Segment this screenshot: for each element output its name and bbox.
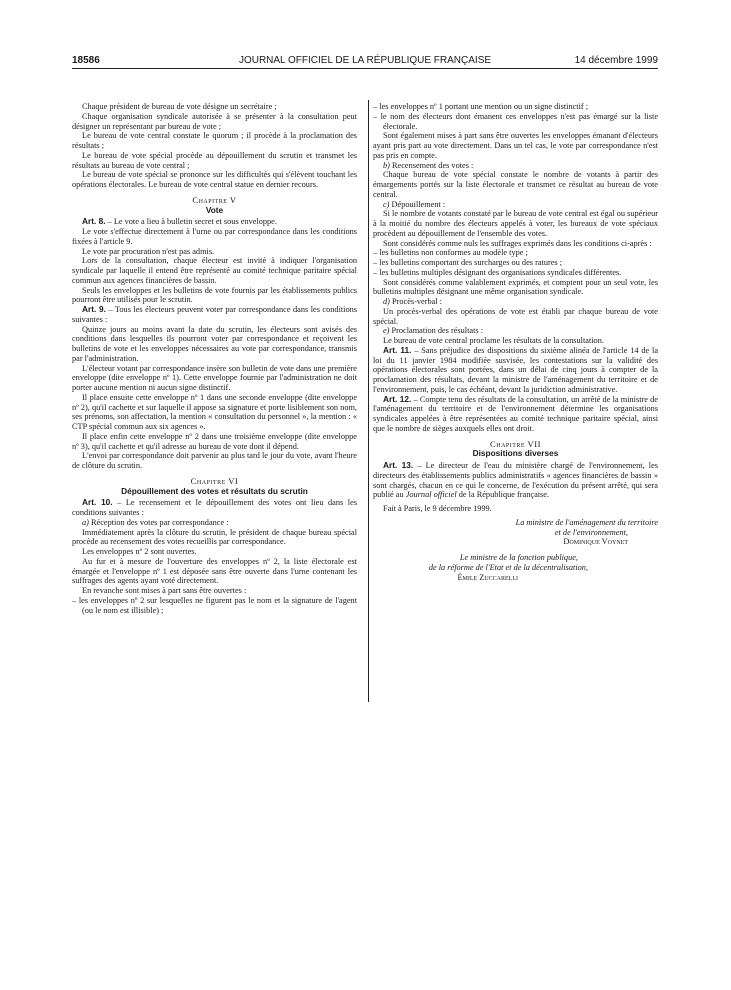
paragraph: Sont considérés comme valablement exprimés, et comptent pour un seul vote, les bulletins multiples désignant une même organisation syndicale.: [373, 277, 658, 297]
page-header: [72, 55, 658, 69]
paragraph: Les enveloppes nº 2 sont ouvertes.: [82, 547, 197, 556]
column-divider: [368, 100, 369, 702]
header-rule: [72, 68, 658, 69]
paragraph: Le bureau de vote central constate le quorum ; il procède à la proclamation des résultats ;: [72, 131, 357, 150]
subsection-c: c) Dépouillement :: [383, 199, 446, 209]
paragraph: Sont également mises à part sans être ouvertes les enveloppes émanant d'électeurs ayant pris part au vote directement. Dans un tel cas, le vote par correspondance n'est pas pris en compte.: [373, 131, 658, 160]
paragraph: Au fur et à mesure de l'ouverture des enveloppes nº 2, la liste électorale est émargée et l'enveloppe nº 1 est déposée sans être ouverte dans l'urne contenant les suffrages des agents ayant voté directement.: [72, 556, 357, 586]
paragraph: Un procès-verbal des opérations de vote est établi par chaque bureau de vote spécial.: [373, 306, 658, 326]
article-10: Art. 10. – Le recensement et le dépouillement des votes ont lieu dans les conditions suivantes :: [72, 497, 357, 517]
paragraph: Si le nombre de votants constaté par le bureau de vote central est égal ou supérieur à la moitié du nombre des électeurs appelés à voter, les bureaux de vote spéciaux procèdent au dépouillement de l'ensemble des votes.: [373, 209, 658, 238]
chapter-title: Dépouillement des votes et résultats du scrutin: [121, 485, 308, 496]
signatory-title: de la réforme de l'Etat et de la décentralisation,: [428, 562, 588, 572]
page-number: 18586: [72, 55, 100, 66]
paragraph: Le bureau de vote spécial procède au dépouillement du scrutin et transmet les résultats au bureau de vote central ;: [72, 150, 357, 170]
paragraph: Il place ensuite cette enveloppe nº 1 dans une seconde enveloppe (dite enveloppe nº 2), qu'il cachette et sur laquelle il appose sa signature et porte lisiblement son nom, ses prénoms, son affectation, la mention « consultation du personnel », la mention : « CTP spécial commun aux six agences ».: [72, 392, 357, 431]
signatory-title: Le ministre de la fonction publique,: [459, 553, 578, 562]
article-label: Art. 10.: [82, 497, 113, 508]
chapter-title: Vote: [205, 204, 224, 215]
list-item: – le nom des électeurs dont émanent ces enveloppes n'est pas émargé sur la liste électorale.: [373, 111, 658, 131]
signature-date: Fait à Paris, le 9 décembre 1999.: [383, 504, 492, 513]
article-13: Art. 13. – Le directeur de l'eau du ministère chargé de l'environnement, les directeurs des établissements publics administratifs « agences financières de bassin » sont chargés, chacun en ce qui le concerne, de l'exécution du présent arrêté, qui sera publié au Journal officiel de la République française.: [373, 460, 658, 500]
paragraph: Chaque bureau de vote spécial constate le nombre de votants à partir des émargements portés sur la liste électorale et transmet ce résultat au bureau de vote central.: [373, 170, 658, 199]
chapter-title: Dispositions diverses: [472, 448, 559, 459]
list-item: – les enveloppes nº 2 sur lesquelles ne figurent pas le nom et la signature de l'agent (ou le nom est illisible) ;: [72, 595, 357, 615]
paragraph: Le vote par procuration n'est pas admis.: [82, 246, 215, 256]
paragraph: Sont considérés comme nuls les suffrages exprimés dans les conditions ci-après :: [383, 238, 652, 248]
list-item: – les bulletins multiples désignant des organisations syndicales différentes.: [373, 267, 622, 277]
article-label: Art. 11.: [383, 344, 412, 355]
article-label: Art. 9.: [82, 304, 106, 314]
chapter-heading: Chapitre V: [192, 194, 237, 205]
article-11: Art. 11. – Sans préjudice des dispositions du sixième alinéa de l'article 14 de la loi du 11 janvier 1984 modifiée susvisée, les contestations sur la validité des opérations électorales sont portées, dans un délai de cinq jours à compter de la proclamation des résultats, devant la ministre de l'aménagement du territoire et de l'environnement, puis, le cas échéant, devant la juridiction administrative.: [373, 344, 659, 394]
article-label: Art. 12.: [383, 393, 412, 404]
paragraph: En revanche sont mises à part sans être ouvertes :: [82, 586, 247, 595]
article-12: Art. 12. – Compte tenu des résultats de la consultation, un arrêté de la ministre de l'aménagement du territoire et de l'environnement détermine les organisations syndicales appelées à être représentées au comité technique paritaire spécial, ainsi que le nombre de sièges auxquels elles ont droit.: [373, 393, 658, 433]
right-column: [373, 102, 658, 582]
paragraph: Il place enfin cette enveloppe nº 2 dans une troisième enveloppe (dite enveloppe nº 3), qu'il cachette et qu'il adresse au bureau de vote dont il dépend.: [72, 431, 357, 451]
paragraph: Immédiatement après la clôture du scrutin, le président de chaque bureau spécial procède au recensement des votes recueillis par correspondance.: [72, 527, 357, 547]
list-item: – les bulletins comportant des surcharges ou des ratures ;: [373, 258, 563, 267]
paragraph: L'envoi par correspondance doit parvenir au plus tard le jour du vote, avant l'heure de clôture du scrutin.: [72, 451, 357, 470]
subsection-a: a) Réception des votes par correspondance :: [82, 517, 229, 527]
list-item: – les bulletins non conformes au modèle type ;: [373, 248, 528, 258]
issue-date: 14 décembre 1999: [574, 55, 658, 66]
signatory-name: Dominique Voynet: [563, 537, 628, 547]
paragraph: Chaque président de bureau de vote désigne un secrétaire ;: [82, 102, 277, 111]
left-column: [72, 102, 357, 615]
paragraph: L'électeur votant par correspondance insère son bulletin de vote dans une première enveloppe (dite enveloppe nº 1). Cette enveloppe fournie par l'administration ne doit porter aucune mention ni aucun signe distinctif.: [72, 363, 357, 392]
journal-title: JOURNAL OFFICIEL DE LA RÉPUBLIQUE FRANÇAISE: [238, 55, 492, 66]
signatory-title: et de l'environnement,: [554, 527, 628, 537]
paragraph: Quinze jours au moins avant la date du scrutin, les électeurs sont avisés des conditions dans lesquelles ils pourront voter par correspondance et reçoivent les bulletins de vote et les enveloppes nécessaires au vote par correspondance, transmis par l'administration.: [72, 324, 357, 363]
paragraph: Le bureau de vote spécial se prononce sur les difficultés qui s'élèvent touchant les opérations électorales. Le bureau de vote central statue en dernier recours.: [72, 170, 357, 189]
subsection-e: e) Proclamation des résultats :: [383, 326, 484, 336]
paragraph: Le bureau de vote central proclame les résultats de la consultation.: [383, 336, 604, 345]
subsection-d: d) Procès-verbal :: [383, 297, 442, 306]
paragraph: Lors de la consultation, chaque électeur est invité à indiquer l'organisation syndicale par laquelle il entend être représenté au comité technique paritaire spécial commun aux agences financières de bassin.: [72, 256, 357, 285]
chapter-heading: Chapitre VI: [190, 475, 239, 486]
paragraph: Le vote s'effectue directement à l'urne ou par correspondance dans les conditions fixées à l'article 9.: [72, 227, 357, 246]
chapter-heading: Chapitre VII: [490, 438, 541, 449]
article-label: Art. 13.: [383, 460, 414, 470]
article-8: Art. 8. – Le vote a lieu à bulletin secret et sous enveloppe.: [82, 216, 277, 227]
signatory-name: Émile Zuccarelli: [457, 572, 518, 582]
subsection-b: b) Recensement des votes :: [383, 160, 474, 170]
article-label: Art. 8.: [82, 216, 106, 227]
paragraph: Seuls les enveloppes et les bulletins de vote fournis par les établissements publics pourront être utilisés pour le scrutin.: [72, 285, 357, 305]
article-9: Art. 9. – Tous les électeurs peuvent voter par correspondance dans les conditions suivantes :: [72, 304, 358, 324]
list-item: – les enveloppes nº 1 portant une mention ou un signe distinctif ;: [373, 102, 589, 111]
signatory-title: La ministre de l'aménagement du territoire: [515, 517, 658, 527]
paragraph: Chaque organisation syndicale autorisée à se présenter à la consultation peut désigner un représentant par bureau de vote ;: [72, 111, 357, 131]
